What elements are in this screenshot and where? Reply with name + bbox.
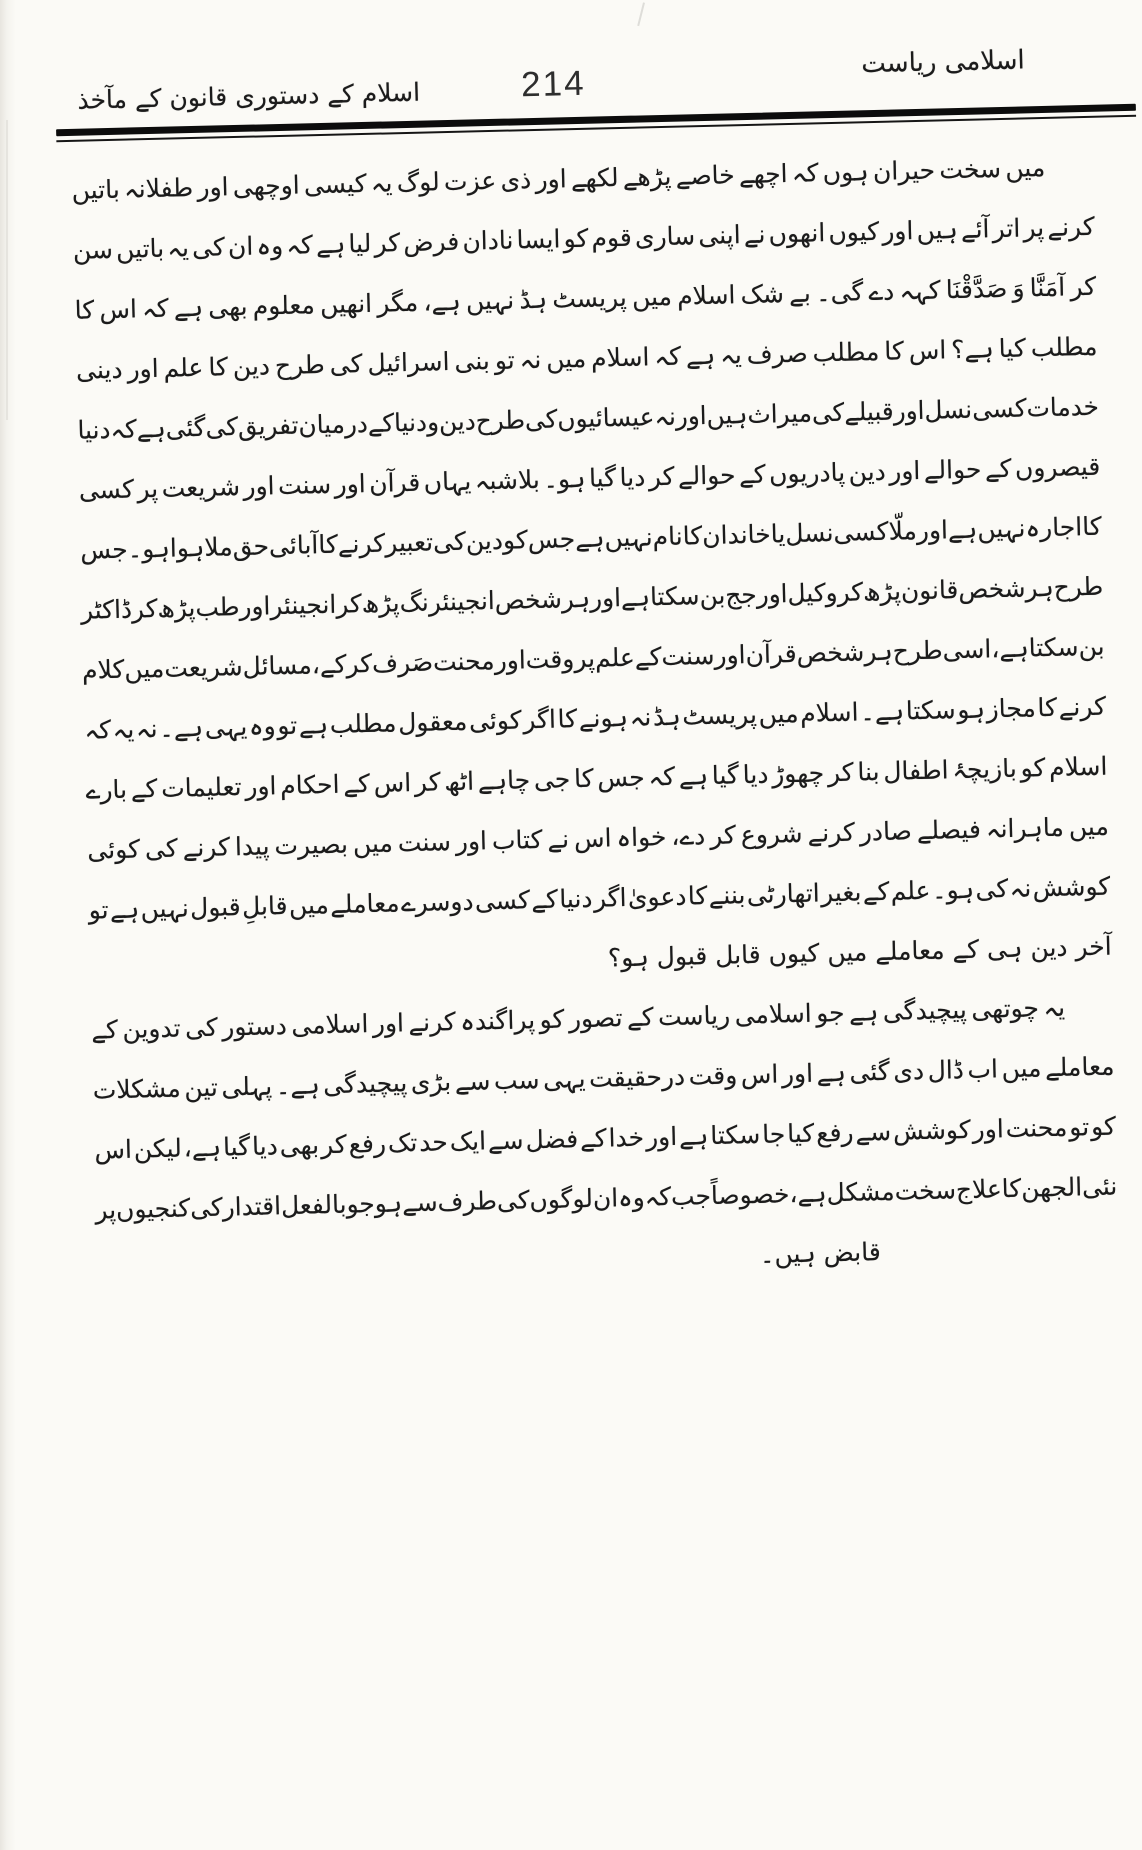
scan-edge-artifact — [6, 120, 8, 420]
text-line: طرح ہر شخص قانون پڑھ کر وکیل اور جج بن سکتا ہے اور ہر شخص انجینئرنگ پڑھ کر انجینئر اور طب پڑھ کر ڈاکٹر — [80, 571, 1104, 625]
text-line: معاملے میں اب ڈال دی گئی ہے اور اس وقت درحقیقت یہی سب سے بڑی پیچیدگی ہے۔ پہلی تین مشکلات — [92, 1051, 1115, 1105]
text-line: میں ماہرانہ فیصلے صادر کرنے شروع کر دے، خواہ اس نے کتاب اور سنت میں بصیرت پیدا کرنے کی کوئی — [87, 811, 1110, 865]
text-line: یہ چوتھی پیچیدگی ہے جو اسلامی ریاست کے تصور کو پراگندہ کرنے اور اسلامی دستور کی تدوین کے — [90, 992, 1066, 1045]
text-line: مطلب کیا ہے؟ اس کا مطلب صرف یہ ہے کہ اسلام میں نہ تو بنی اسرائیل کی طرح دین کا علم اور دینی — [75, 331, 1098, 385]
text-line: کرنے کا مجاز ہو سکتا ہے۔ اسلام میں پریسٹ ہڈ نہ ہونے کا اگر کوئی معقول مطلب ہے تو وہ یہی ہے۔ نہ یہ کہ — [84, 691, 1107, 745]
body-text — [71, 137, 1120, 1301]
text-line: کوشش نہ کی ہو۔ علم کے بغیر اتھارٹی بننے کا دعویٰ اگر دنیا کے کسی دوسرے معاملے میں قابلِ قبول نہیں ہے تو — [88, 871, 1111, 925]
text-line: میں سخت حیران ہوں کہ اچھے خاصے پڑھے لکھے اور ذی عزت لوگ یہ کیسی اوچھی اور طفلانہ باتیں — [71, 152, 1046, 205]
text-line: کا اجارہ نہیں ہے اور ملّا کسی نسل یا خاندان کا نام نہیں ہے جس کو دین کی تعبیر کرنے کا آبائی حق ملا ہوا ہو۔ جس — [79, 511, 1103, 565]
text-line: نئی الجھن کا علاج سخت مشکل ہے، خصوصاً جب کہ وہ ان لوگوں کی طرف سے ہو جو بالفعل اقتدار کی کنجیوں پر — [95, 1171, 1118, 1225]
text-line: اسلام کو بازیچۂ اطفال بنا کر چھوڑ دیا گیا ہے کہ جس کا جی چاہے اٹھ کر اس کے احکام اور تعلیمات کے بارے — [85, 751, 1108, 805]
page-content — [67, 0, 1132, 1850]
text-line: قیصروں کے حوالے اور دین پادریوں کے حوالے کر دیا گیا ہو۔ بلاشبہ یہاں قرآن اور سنت اور شریعت پر کسی — [78, 451, 1101, 505]
header-book-title: اسلامی ریاست — [860, 45, 1026, 80]
text-line: بن سکتا ہے، اسی طرح ہر شخص قرآن اور سنت کے علم پر وقت اور محنت صَرف کر کے، مسائل شریعت میں کلام — [81, 631, 1105, 685]
text-line: کرنے پر اتر آئے ہیں اور کیوں انھوں نے اپنی ساری قوم کو ایسا نادان فرض کر لیا ہے کہ وہ ان کی یہ باتیں سن — [72, 211, 1095, 265]
header-chapter-title: اسلام کے دستوری قانون کے مآخذ — [77, 77, 421, 115]
text-line: کر آمَنَّا وَ صَدَّقْنَا کہہ دے گی۔ بے شک اسلام میں پریسٹ ہڈ نہیں ہے، مگر انھیں معلوم بھی ہے کہ اس کا — [74, 271, 1097, 325]
text-line: آخر دین ہی کے معاملے میں کیوں قابل قبول ہو؟ — [607, 931, 1112, 973]
page-number: 214 — [520, 63, 587, 105]
text-line: خدمات کسی نسل اور قبیلے کی میراث ہیں اور نہ عیسائیوں کی طرح دین و دنیا کے درمیان تفریق کی گئی ہے کہ دنیا — [77, 391, 1100, 445]
text-line: کو تو محنت اور کوشش سے رفع کیا جا سکتا ہے اور خدا کے فضل سے ایک حد تک رفع کر بھی دیا گیا ہے، لیکن اس — [94, 1111, 1117, 1165]
text-line: قابض ہیں۔ — [759, 1237, 882, 1269]
